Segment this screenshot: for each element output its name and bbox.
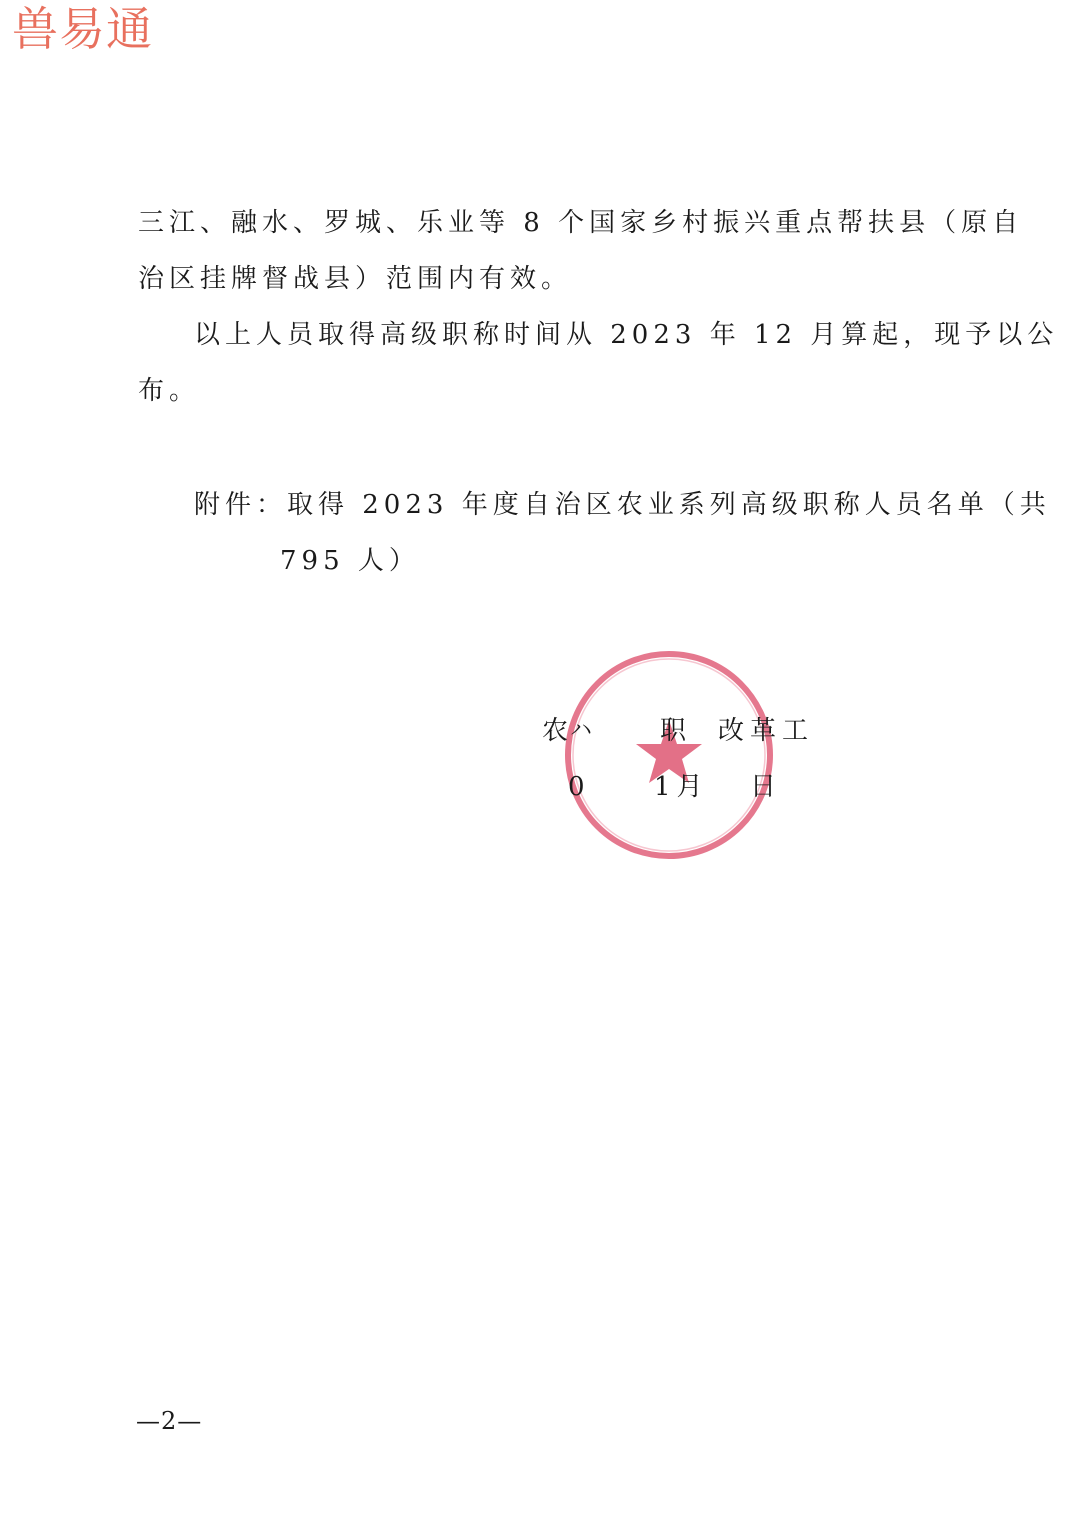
signature-org-part-1: 农 (542, 716, 575, 746)
paragraph-2-line-2: 布。 (138, 376, 201, 406)
watermark-logo: 兽易通 (12, 2, 153, 56)
signature-date-part-3: 日 (750, 772, 783, 802)
attachment-line-2: 795 人） (280, 546, 420, 576)
signature-org-part-4: 改革工 (718, 716, 815, 746)
signature-org-part-2: ハ (570, 718, 599, 743)
page-number: —2— (136, 1407, 203, 1435)
attachment-line-1: 附件：取得 2023 年度自治区农业系列高级职称人员名单（共 (194, 490, 1051, 520)
paragraph-2-line-1: 以上人员取得高级职称时间从 2023 年 12 月算起，现予以公 (194, 320, 1059, 350)
signature-date-part-1: 0 (568, 772, 591, 802)
signature-org-part-3: 职 (660, 716, 693, 746)
paragraph-1-line-2: 治区挂牌督战县）范围内有效。 (138, 264, 573, 294)
paragraph-1-line-1: 三江、融水、罗城、乐业等 8 个国家乡村振兴重点帮扶县（原自 (138, 208, 1024, 238)
official-seal (562, 648, 776, 862)
signature-date-part-2: 1月 (654, 772, 709, 802)
